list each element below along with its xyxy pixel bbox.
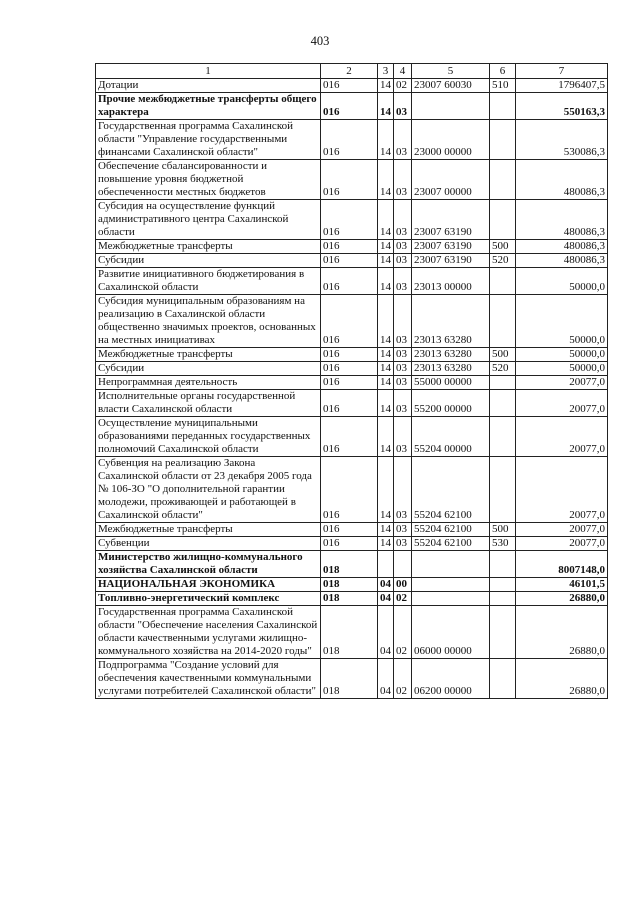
row-section-code: 04 bbox=[378, 578, 394, 592]
row-name: Развитие инициативного бюджетирования в Сахалинской области bbox=[96, 268, 321, 295]
row-target-code: 23007 00000 bbox=[412, 160, 490, 200]
row-target-code: 23007 63190 bbox=[412, 200, 490, 240]
table-row bbox=[96, 254, 608, 268]
row-amount: 20077,0 bbox=[516, 376, 608, 390]
row-expense-type bbox=[490, 659, 516, 699]
header-row bbox=[96, 64, 608, 79]
row-target-code: 55204 62100 bbox=[412, 457, 490, 523]
row-section-code: 14 bbox=[378, 79, 394, 93]
row-section-code: 14 bbox=[378, 537, 394, 551]
row-expense-type bbox=[490, 93, 516, 120]
row-expense-type bbox=[490, 606, 516, 659]
table-row bbox=[96, 362, 608, 376]
row-amount: 20077,0 bbox=[516, 417, 608, 457]
row-amount: 20077,0 bbox=[516, 537, 608, 551]
row-section-code: 04 bbox=[378, 606, 394, 659]
row-ministry-code: 016 bbox=[321, 417, 378, 457]
table-row bbox=[96, 523, 608, 537]
row-subsection-code: 03 bbox=[394, 457, 412, 523]
row-expense-type bbox=[490, 160, 516, 200]
row-expense-type bbox=[490, 551, 516, 578]
page-number: 403 bbox=[310, 34, 330, 48]
row-expense-type bbox=[490, 295, 516, 348]
row-name: Обеспечение сбалансированности и повышение уровня бюджетной обеспеченности местных бюджетов bbox=[96, 160, 321, 200]
row-ministry-code: 016 bbox=[321, 240, 378, 254]
row-subsection-code: 03 bbox=[394, 268, 412, 295]
table-row bbox=[96, 120, 608, 160]
row-ministry-code: 016 bbox=[321, 160, 378, 200]
row-subsection-code: 02 bbox=[394, 592, 412, 606]
row-name: Межбюджетные трансферты bbox=[96, 523, 321, 537]
row-section-code: 14 bbox=[378, 376, 394, 390]
row-section-code: 14 bbox=[378, 457, 394, 523]
row-target-code bbox=[412, 93, 490, 120]
row-expense-type bbox=[490, 457, 516, 523]
row-expense-type bbox=[490, 417, 516, 457]
table-row bbox=[96, 79, 608, 93]
row-amount: 50000,0 bbox=[516, 268, 608, 295]
table-row bbox=[96, 268, 608, 295]
row-name: Дотации bbox=[96, 79, 321, 93]
row-name: Государственная программа Сахалинской области "Обеспечение населения Сахалинской области качественными услугами жилищно-коммунального хозяйства на 2014-2020 годы" bbox=[96, 606, 321, 659]
header-col-5: 5 bbox=[412, 64, 490, 79]
row-name: Непрограммная деятельность bbox=[96, 376, 321, 390]
row-ministry-code: 016 bbox=[321, 390, 378, 417]
row-section-code: 14 bbox=[378, 240, 394, 254]
row-section-code: 14 bbox=[378, 523, 394, 537]
row-ministry-code: 016 bbox=[321, 200, 378, 240]
row-amount: 530086,3 bbox=[516, 120, 608, 160]
row-subsection-code: 03 bbox=[394, 537, 412, 551]
row-ministry-code: 016 bbox=[321, 376, 378, 390]
row-expense-type: 520 bbox=[490, 254, 516, 268]
table-row bbox=[96, 295, 608, 348]
table-row bbox=[96, 390, 608, 417]
table-row bbox=[96, 376, 608, 390]
row-subsection-code: 03 bbox=[394, 295, 412, 348]
row-subsection-code: 03 bbox=[394, 240, 412, 254]
row-subsection-code: 00 bbox=[394, 578, 412, 592]
row-amount: 480086,3 bbox=[516, 160, 608, 200]
row-section-code: 14 bbox=[378, 160, 394, 200]
row-target-code: 55204 62100 bbox=[412, 537, 490, 551]
row-section-code: 14 bbox=[378, 417, 394, 457]
row-name: Межбюджетные трансферты bbox=[96, 240, 321, 254]
row-amount: 8007148,0 bbox=[516, 551, 608, 578]
row-subsection-code: 03 bbox=[394, 390, 412, 417]
table-row bbox=[96, 457, 608, 523]
row-amount: 50000,0 bbox=[516, 348, 608, 362]
table-row bbox=[96, 93, 608, 120]
table-row bbox=[96, 240, 608, 254]
row-amount: 46101,5 bbox=[516, 578, 608, 592]
row-target-code: 23000 00000 bbox=[412, 120, 490, 160]
row-amount: 1796407,5 bbox=[516, 79, 608, 93]
row-expense-type: 500 bbox=[490, 348, 516, 362]
row-target-code: 55200 00000 bbox=[412, 390, 490, 417]
row-name: НАЦИОНАЛЬНАЯ ЭКОНОМИКА bbox=[96, 578, 321, 592]
row-expense-type: 530 bbox=[490, 537, 516, 551]
header-col-7: 7 bbox=[516, 64, 608, 79]
row-expense-type bbox=[490, 376, 516, 390]
row-ministry-code: 018 bbox=[321, 592, 378, 606]
row-amount: 20077,0 bbox=[516, 390, 608, 417]
row-subsection-code: 02 bbox=[394, 606, 412, 659]
row-name: Субвенции bbox=[96, 537, 321, 551]
header-col-1: 1 bbox=[96, 64, 321, 79]
row-name: Топливно-энергетический комплекс bbox=[96, 592, 321, 606]
row-ministry-code: 016 bbox=[321, 537, 378, 551]
table-row bbox=[96, 348, 608, 362]
budget-table bbox=[95, 63, 608, 699]
row-amount: 480086,3 bbox=[516, 200, 608, 240]
table-row bbox=[96, 200, 608, 240]
row-expense-type bbox=[490, 592, 516, 606]
row-target-code: 55204 62100 bbox=[412, 523, 490, 537]
row-ministry-code: 016 bbox=[321, 457, 378, 523]
header-col-4: 4 bbox=[394, 64, 412, 79]
row-name: Субсидии bbox=[96, 362, 321, 376]
row-subsection-code: 03 bbox=[394, 254, 412, 268]
table-row bbox=[96, 160, 608, 200]
row-ministry-code: 018 bbox=[321, 578, 378, 592]
row-amount: 480086,3 bbox=[516, 254, 608, 268]
row-subsection-code: 02 bbox=[394, 79, 412, 93]
row-expense-type: 500 bbox=[490, 523, 516, 537]
row-ministry-code: 016 bbox=[321, 268, 378, 295]
table-row bbox=[96, 551, 608, 578]
row-target-code: 23007 63190 bbox=[412, 254, 490, 268]
table-row bbox=[96, 417, 608, 457]
row-section-code bbox=[378, 551, 394, 578]
row-subsection-code: 03 bbox=[394, 376, 412, 390]
row-ministry-code: 018 bbox=[321, 551, 378, 578]
row-name: Государственная программа Сахалинской области "Управление государственными финансами Сахалинской области" bbox=[96, 120, 321, 160]
row-subsection-code: 03 bbox=[394, 160, 412, 200]
row-amount: 26880,0 bbox=[516, 606, 608, 659]
table-row bbox=[96, 659, 608, 699]
row-subsection-code: 03 bbox=[394, 120, 412, 160]
row-amount: 20077,0 bbox=[516, 523, 608, 537]
row-expense-type bbox=[490, 390, 516, 417]
row-name: Подпрограмма "Создание условий для обеспечения качественными коммунальными услугами потребителей Сахалинской области" bbox=[96, 659, 321, 699]
row-ministry-code: 016 bbox=[321, 93, 378, 120]
row-expense-type: 510 bbox=[490, 79, 516, 93]
row-ministry-code: 016 bbox=[321, 362, 378, 376]
header-col-2: 2 bbox=[321, 64, 378, 79]
row-section-code: 14 bbox=[378, 362, 394, 376]
row-subsection-code: 03 bbox=[394, 200, 412, 240]
row-target-code: 55204 00000 bbox=[412, 417, 490, 457]
row-section-code: 14 bbox=[378, 295, 394, 348]
row-section-code: 14 bbox=[378, 93, 394, 120]
row-ministry-code: 018 bbox=[321, 659, 378, 699]
row-name: Министерство жилищно-коммунального хозяйства Сахалинской области bbox=[96, 551, 321, 578]
row-target-code: 23007 60030 bbox=[412, 79, 490, 93]
row-name: Субсидия муниципальным образованиям на реализацию в Сахалинской области общественно значимых проектов, основанных на местных инициативах bbox=[96, 295, 321, 348]
row-expense-type bbox=[490, 578, 516, 592]
row-target-code: 23013 63280 bbox=[412, 362, 490, 376]
row-target-code bbox=[412, 592, 490, 606]
table-row bbox=[96, 578, 608, 592]
row-ministry-code: 016 bbox=[321, 79, 378, 93]
row-expense-type bbox=[490, 120, 516, 160]
row-expense-type: 500 bbox=[490, 240, 516, 254]
header-col-3: 3 bbox=[378, 64, 394, 79]
row-section-code: 14 bbox=[378, 200, 394, 240]
row-ministry-code: 016 bbox=[321, 523, 378, 537]
row-target-code: 06200 00000 bbox=[412, 659, 490, 699]
row-target-code: 23013 00000 bbox=[412, 268, 490, 295]
row-target-code: 23013 63280 bbox=[412, 295, 490, 348]
row-name: Субсидии bbox=[96, 254, 321, 268]
row-ministry-code: 016 bbox=[321, 254, 378, 268]
row-ministry-code: 016 bbox=[321, 120, 378, 160]
row-amount: 550163,3 bbox=[516, 93, 608, 120]
row-amount: 26880,0 bbox=[516, 659, 608, 699]
row-target-code: 23013 63280 bbox=[412, 348, 490, 362]
row-subsection-code: 03 bbox=[394, 417, 412, 457]
row-name: Осуществление муниципальными образованиями переданных государственных полномочий Сахалинской области bbox=[96, 417, 321, 457]
row-subsection-code: 02 bbox=[394, 659, 412, 699]
row-amount: 20077,0 bbox=[516, 457, 608, 523]
row-name: Субсидия на осуществление функций административного центра Сахалинской области bbox=[96, 200, 321, 240]
row-section-code: 14 bbox=[378, 390, 394, 417]
row-name: Исполнительные органы государственной власти Сахалинской области bbox=[96, 390, 321, 417]
row-amount: 50000,0 bbox=[516, 295, 608, 348]
row-ministry-code: 016 bbox=[321, 295, 378, 348]
row-name: Межбюджетные трансферты bbox=[96, 348, 321, 362]
table-row bbox=[96, 606, 608, 659]
row-section-code: 14 bbox=[378, 268, 394, 295]
row-subsection-code: 03 bbox=[394, 523, 412, 537]
row-target-code: 55000 00000 bbox=[412, 376, 490, 390]
row-target-code bbox=[412, 551, 490, 578]
header-col-6: 6 bbox=[490, 64, 516, 79]
row-section-code: 14 bbox=[378, 254, 394, 268]
row-target-code: 06000 00000 bbox=[412, 606, 490, 659]
row-amount: 480086,3 bbox=[516, 240, 608, 254]
row-subsection-code: 03 bbox=[394, 348, 412, 362]
row-name: Прочие межбюджетные трансферты общего характера bbox=[96, 93, 321, 120]
row-subsection-code: 03 bbox=[394, 362, 412, 376]
row-target-code: 23007 63190 bbox=[412, 240, 490, 254]
row-section-code: 04 bbox=[378, 659, 394, 699]
row-expense-type bbox=[490, 200, 516, 240]
row-target-code bbox=[412, 578, 490, 592]
row-section-code: 14 bbox=[378, 348, 394, 362]
row-amount: 50000,0 bbox=[516, 362, 608, 376]
row-name: Субвенция на реализацию Закона Сахалинской области от 23 декабря 2005 года № 106-ЗО "О дополнительной гарантии молодежи, проживающей и работающей в Сахалинской области" bbox=[96, 457, 321, 523]
table-row bbox=[96, 592, 608, 606]
row-expense-type: 520 bbox=[490, 362, 516, 376]
row-ministry-code: 018 bbox=[321, 606, 378, 659]
row-section-code: 14 bbox=[378, 120, 394, 160]
row-expense-type bbox=[490, 268, 516, 295]
row-amount: 26880,0 bbox=[516, 592, 608, 606]
row-subsection-code bbox=[394, 551, 412, 578]
row-subsection-code: 03 bbox=[394, 93, 412, 120]
row-ministry-code: 016 bbox=[321, 348, 378, 362]
row-section-code: 04 bbox=[378, 592, 394, 606]
table-row bbox=[96, 537, 608, 551]
